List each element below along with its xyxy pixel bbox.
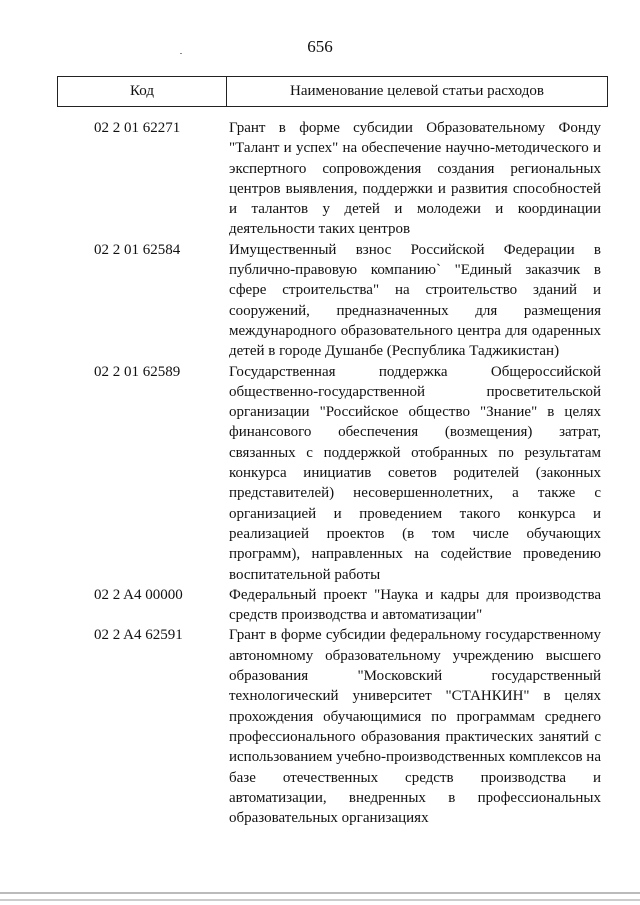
row-code: 02 2 01 62271 <box>94 120 181 136</box>
scan-edge-line <box>0 899 640 901</box>
table-row <box>0 625 640 828</box>
header-name-column: Наименование целевой статьи расходов <box>290 83 544 99</box>
row-name: Имущественный взнос Российской Федерации в публично-правовую компанию` "Единый заказчик в сфере строительства" на строительство зданий и сооружений, предназначенных для размещения международного образовательного центра для одаренных детей в городе Душанбе (Республика Таджикистан) <box>229 241 601 360</box>
row-name: Федеральный проект "Наука и кадры для производства средств производства и автоматизации" <box>229 586 601 624</box>
scan-edge-line <box>0 892 640 894</box>
table-row <box>0 118 640 240</box>
table-body <box>0 118 640 828</box>
row-code: 02 2 A4 00000 <box>94 586 183 603</box>
table-row <box>0 362 640 585</box>
table-row <box>0 585 640 626</box>
row-code: 02 2 01 62584 <box>94 241 181 258</box>
row-code: 02 2 A4 62591 <box>94 627 183 644</box>
row-code: 02 2 01 62589 <box>94 363 181 380</box>
table-header <box>57 76 608 107</box>
row-name: Грант в форме субсидии Образовательному Фонду "Талант и успех" на обеспечение научно-методического и экспертного сопровождения создания региональных центров выявления, поддержки и развития способностей и талантов у детей и молодежи и координации деятельности таких центров <box>229 120 601 238</box>
page-number: 656 <box>307 37 333 56</box>
table-row <box>0 240 640 362</box>
row-name: Государственная поддержка Общероссийской общественно-государственной просветительской организации "Российское общество "Знание" в целях финансового обеспечения (возмещения) затрат, связанных с поддержкой отобранных по результатам конкурса инициатив советов родителей (законных представителей) несовершеннолетних, а также с организацией и проведением такого конкурса и реализацией проектов (в том числе обучающих программ), направленных на содействие проведению воспитательной работы <box>229 363 601 583</box>
header-code-column: Код <box>58 77 227 106</box>
row-name: Грант в форме субсидии федеральному государственному автономному образовательному учреждению высшего образования "Московский государственный технологический университет "СТАНКИН" в целях прохождения обучающимися по программам среднего профессионального образования практических занятий с использованием учебно-производственных комплексов на базе отечественных средств производства и автоматизации, внедренных в профессиональных образовательных организациях <box>229 627 601 827</box>
